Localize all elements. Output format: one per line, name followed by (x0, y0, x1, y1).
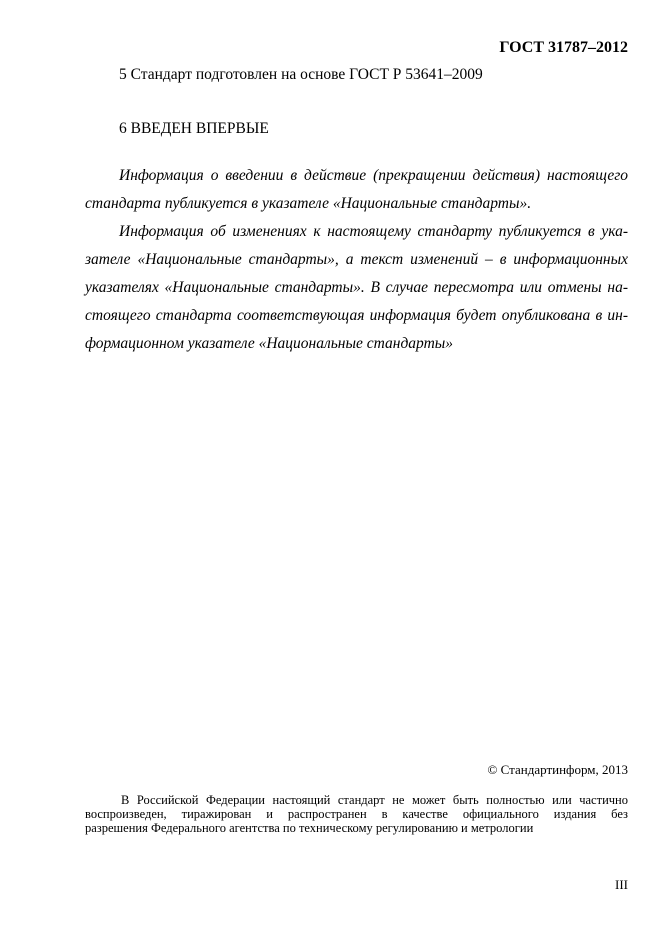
text-line: Информация о введении в действие (прекращении действия) настоящего (119, 167, 628, 184)
text-line: В Российской Федерации настоящий стандарт не может быть полностью или частично (121, 793, 628, 807)
text-line: разрешения Федерального агентства по техническому регулированию и метрологии (85, 821, 534, 835)
info-paragraph-introduction (85, 162, 628, 358)
text-line: зателе «Национальные стандарты», а текст изменений – в информационных (85, 251, 628, 268)
text-line: воспроизведен, тиражирован и распространен в качестве официального издания без (85, 807, 628, 821)
reproduction-notice (85, 793, 628, 835)
document-number-header: ГОСТ 31787–2012 (499, 39, 628, 56)
copyright-notice: © Стандартинформ, 2013 (487, 762, 628, 777)
text-line: Информация об изменениях к настоящему стандарту публикуется в ука- (119, 223, 628, 240)
text-line: стоящего стандарта соответствующая информация будет опубликована в ин- (85, 307, 628, 324)
page-number: III (615, 877, 628, 892)
section-item-6: 6 ВВЕДЕН ВПЕРВЫЕ (119, 120, 269, 137)
text-line: формационном указателе «Национальные стандарты» (85, 335, 454, 352)
text-line: стандарта публикуется в указателе «Национальные стандарты». (85, 195, 532, 212)
text-line: указателях «Национальные стандарты». В случае пересмотра или отмены на- (85, 279, 628, 296)
section-item-5: 5 Стандарт подготовлен на основе ГОСТ Р 53641–2009 (119, 66, 483, 83)
